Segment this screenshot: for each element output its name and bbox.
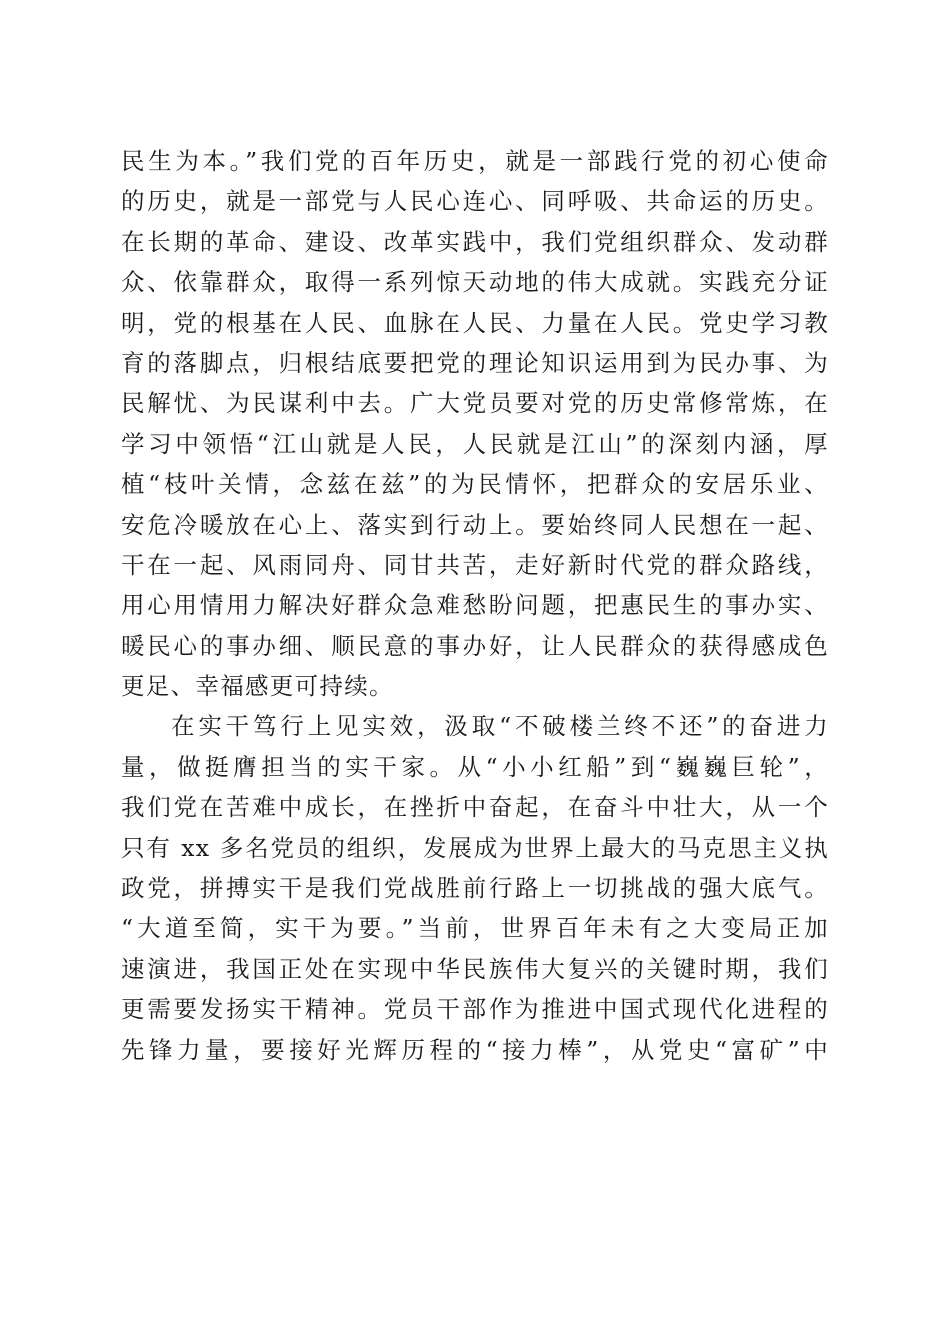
document-body [121,141,829,1070]
text-line: 速演进，我国正处在实现中华民族伟大复兴的关键时期，我们 [121,954,829,983]
text-line: 育的落脚点，归根结底要把党的理论知识运用到为民办事、为 [121,348,829,377]
text-line: 植“枝叶关情，念兹在兹”的为民情怀，把群众的安居乐业、 [121,470,829,499]
text-line: 先锋力量，要接好光辉历程的“接力棒”，从党史“富矿”中 [121,1035,829,1064]
text-line: 众、依靠群众，取得一系列惊天动地的伟大成就。实践充分证 [121,268,829,297]
paragraph-2 [121,706,829,1070]
text-line: 民解忧、为民谋利中去。广大党员要对党的历史常修常炼，在 [121,389,829,418]
text-line: 用心用情用力解决好群众急难愁盼问题，把惠民生的事办实、 [121,591,829,620]
text-line: 只有 xx 多名党员的组织，发展成为世界上最大的马克思主义执 [121,833,829,862]
text-line: 民生为本。”我们党的百年历史，就是一部践行党的初心使命 [121,147,829,175]
text-line: 干在一起、风雨同舟、同甘共苦，走好新时代党的群众路线， [121,550,829,579]
text-line: 更足、幸福感更可持续。 [121,672,394,701]
text-line: 在实干笃行上见实效，汲取“不破楼兰终不还”的奋进力 [171,712,829,741]
text-line: 量，做挺膺担当的实干家。从“小小红船”到“巍巍巨轮”， [121,752,829,781]
text-line: 我们党在苦难中成长，在挫折中奋起，在奋斗中壮大，从一个 [121,793,829,822]
text-line: 学习中领悟“江山就是人民，人民就是江山”的深刻内涵，厚 [121,429,829,458]
text-line: 明，党的根基在人民、血脉在人民、力量在人民。党史学习教 [121,308,829,337]
text-line: 政党，拼搏实干是我们党战胜前行路上一切挑战的强大底气。 [121,874,829,903]
text-line: 安危冷暖放在心上、落实到行动上。要始终同人民想在一起、 [121,510,829,539]
paragraph-1 [121,141,829,706]
text-line: 暖民心的事办细、顺民意的事办好，让人民群众的获得感成色 [121,631,829,660]
text-line: 在长期的革命、建设、改革实践中，我们党组织群众、发动群 [121,227,829,256]
text-line: 的历史，就是一部党与人民心连心、同呼吸、共命运的历史。 [121,187,829,216]
text-line: “大道至简，实干为要。”当前，世界百年未有之大变局正加 [121,914,829,943]
text-line: 更需要发扬实干精神。党员干部作为推进中国式现代化进程的 [121,995,829,1024]
